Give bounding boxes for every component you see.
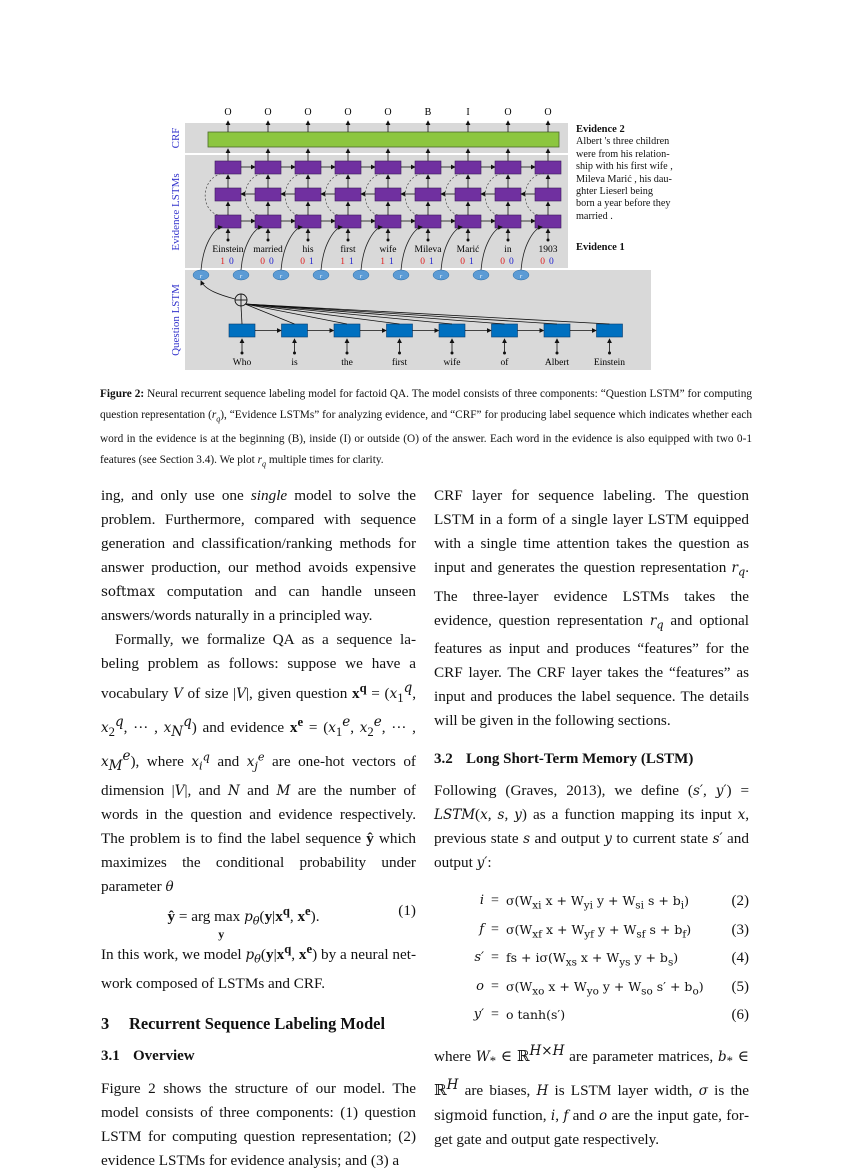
output-label: O: [304, 107, 312, 118]
evidence-lstm-cell: [255, 215, 281, 228]
section-heading: [101, 1012, 416, 1036]
evidence-2-block: [576, 124, 691, 223]
caption-label: Figure 2:: [100, 388, 145, 400]
feature-2: 1: [309, 257, 314, 267]
equals-sign: =: [491, 1007, 499, 1023]
feature-2: 1: [389, 257, 394, 267]
evidence-lstm-cell: [455, 215, 481, 228]
rq-symbol: $r_q$: [257, 454, 267, 469]
evidence-word: in: [504, 245, 512, 255]
evidence-lstm-cell: [415, 188, 441, 201]
evidence-lstm-cell: [535, 161, 561, 174]
equation-1: [101, 899, 416, 941]
evidence-lstm-cell: [335, 188, 361, 201]
feature-2: 1: [469, 257, 474, 267]
evidence-word: his: [302, 245, 314, 255]
output-label: O: [384, 107, 392, 118]
question-lstm-cell: [597, 324, 623, 337]
output-label: I: [466, 107, 470, 118]
evidence-2-line: were from his relation-: [576, 148, 670, 160]
feature-1: 1: [220, 257, 225, 267]
output-label: O: [344, 107, 352, 118]
rq-symbol: $r_q$: [211, 409, 221, 424]
feature-2: 0: [549, 257, 554, 267]
svg-text:r: r: [279, 274, 283, 280]
svg-text:r: r: [359, 274, 363, 280]
evidence-lstm-cell: [495, 215, 521, 228]
feature-2: 1: [349, 257, 354, 267]
evidence-lstm-cell: [335, 161, 361, 174]
evidence-lstm-cell: [535, 215, 561, 228]
svg-text:r: r: [519, 274, 523, 280]
evidence-2-line: Mileva Marić , his dau-: [576, 173, 672, 185]
caption-text: Neural recurrent sequence labeling model for factoid QA. The model consists of three components: “Question LSTM” for computing question representation $(r_q)$, “Evidence LSTMs” for analyzing evidence, and “CRF” for producing label sequence which indicates whether each word in the evidence is at the beginning (B), inside (I) or outside (O) of the answer. Each word in the evidence is also equipped with two 0-1 features (see Section 3.4). We plot $r_q$ multiple times for clarity.: [100, 388, 752, 469]
equation-1-number: (1): [398, 901, 416, 919]
subsection-number: 3.1: [101, 1047, 120, 1064]
equals-sign: =: [491, 950, 499, 966]
evidence-2-line: born a year before they: [576, 198, 671, 210]
paragraph: CRF layer for sequence labeling. The question LSTM in a form of a single layer LSTM equipped with a single time attention takes the question as input and generates the question representation $r_q$. The three-layer evidence LSTMs takes the evidence, question representation $r_q$ and optional features as input and produces “features” for the CRF layer. The CRF layer takes the “features” as input and produces the label sequence. The details will be given in the following sections.: [434, 487, 749, 730]
paragraph: where $W_*$ ∈ ℝ$^{H\times H}$ are parameter matrices, $b_*$ ∈ ℝ$^H$ are biases, H is LSTM layer width, σ is the sigmoid function, i, f and o are the input gate, forget gate and output gate respectively.: [434, 1043, 750, 1148]
evidence-2-line: ghter Lieserl being: [576, 186, 653, 198]
feature-2: 0: [509, 257, 514, 267]
paragraph: Figure 2 shows the structure of our model. The model consists of three components: (1) question LSTM for computing question representation; (2) evidence LSTMs for evidence analysis; and (3) a: [101, 1079, 416, 1169]
evidence-lstm-cell: [215, 161, 241, 174]
equation-number: (5): [731, 978, 749, 995]
output-label: O: [264, 107, 272, 118]
evidence-lstm-cell: [255, 161, 281, 174]
evidence-word: first: [340, 245, 356, 255]
equation-1-body: ŷ = arg max y $p_\theta(y|x^q$, $x^e$).: [167, 903, 320, 941]
equation-lhs: f: [479, 921, 484, 937]
evidence-lstm-cell: [335, 215, 361, 228]
subsection-heading: [434, 747, 749, 771]
question-word: the: [341, 358, 353, 368]
equation-lhs: o: [476, 978, 484, 994]
question-word: of: [500, 358, 509, 368]
question-word: Albert: [544, 358, 570, 368]
question-panel: [185, 270, 651, 370]
evidence-lstm-cell: [495, 188, 521, 201]
question-lstm-label: Question LSTM: [170, 284, 182, 356]
evidence-lstm-cell: [295, 215, 321, 228]
evidence-word: married: [253, 245, 283, 255]
question-word: wife: [443, 358, 461, 368]
feature-1: 0: [540, 257, 545, 267]
equation-number: (6): [731, 1007, 749, 1024]
equals-sign: =: [491, 893, 499, 909]
right-column: [434, 484, 749, 1152]
evidence-word: 1903: [538, 245, 558, 255]
evidence-lstm-cell: [295, 161, 321, 174]
figure-2: [160, 95, 700, 380]
question-lstm-cell: [282, 324, 308, 337]
evidence-2-title: Evidence 2: [576, 124, 625, 135]
svg-text:r: r: [319, 274, 323, 280]
feature-1: 0: [460, 257, 465, 267]
output-label: O: [224, 107, 232, 118]
equation-number: (3): [731, 921, 749, 938]
svg-text:r: r: [239, 274, 243, 280]
question-lstm-cell: [229, 324, 255, 337]
equation-number: (4): [731, 950, 749, 967]
question-word: Who: [232, 358, 252, 368]
crf-label: CRF: [170, 127, 182, 149]
feature-1: 1: [380, 257, 385, 267]
question-word: first: [391, 358, 408, 368]
equation-rhs: $\sigma(W_{xf}$ $x + W_{yf}$ $y + W_{sf}$ $s + b_f$): [506, 921, 692, 941]
lstm-equations: [434, 889, 749, 1027]
feature-1: 1: [340, 257, 345, 267]
left-column: [101, 484, 416, 1173]
feature-1: 0: [420, 257, 425, 267]
equation-lhs: i: [479, 893, 484, 909]
feature-2: 0: [269, 257, 274, 267]
question-word: Einstein: [593, 358, 626, 368]
evidence-2-line: Albert 's three children: [576, 136, 670, 148]
equation-rhs: $\sigma(W_{xi}$ $x + W_{yi}$ $y + W_{si}$ $s + b_i$): [506, 893, 690, 912]
evidence-lstm-cell: [215, 188, 241, 201]
evidence-1-title: Evidence 1: [576, 242, 625, 253]
evidence-lstm-cell: [415, 161, 441, 174]
paragraph: ing, and only use one single model to solve the problem. Furthermore, compared with sequence generation and classification/ranking methods for answer production, our method avoids expensive softmax computation and can handle unseen answers/words naturally in a principled way.: [101, 487, 416, 624]
evidence-lstm-cell: [295, 188, 321, 201]
section-number: 3: [101, 1013, 110, 1033]
evidence-lstm-cell: [455, 161, 481, 174]
equals-sign: =: [491, 978, 499, 994]
evidence-lstm-cell: [375, 161, 401, 174]
equation-rhs: fs + $i\sigma(W_{xs}$ $x + W_{ys}$ $y + b_s$): [506, 950, 679, 969]
evidence-lstm-cell: [255, 188, 281, 201]
subsection-title: Overview: [133, 1047, 195, 1064]
evidence-lstm-cell: [495, 161, 521, 174]
question-lstm-cell: [387, 324, 413, 337]
svg-text:r: r: [199, 274, 203, 280]
svg-text:r: r: [439, 274, 443, 280]
equation-number: (2): [731, 893, 749, 910]
equals-sign: =: [491, 921, 499, 937]
evidence-2-line: married .: [576, 210, 613, 222]
figure-caption: [100, 384, 752, 475]
crf-layer: [208, 132, 559, 147]
output-label: O: [504, 107, 512, 118]
evidence-word: Mileva: [414, 245, 442, 255]
paragraph: Formally, we formalize QA as a sequence labeling problem as follows: suppose we have a vocabulary V of size |V|, given question $x^q = (x_1^q$, $x_2^q$, ··· , $x_N^q$) and evidence $x^e = (x_1^e$, $x_2^e$, ··· , $x_M^e$), where $x_i^q$ and $x_j^e$ are one-hot vectors of dimension |V|, and N and M are the number of words in the question and evidence respectively. The problem is to find the label sequence ŷ which maximizes the conditional probability under parameter θ: [101, 631, 417, 895]
evidence-word: Marić: [456, 245, 480, 255]
svg-text:r: r: [479, 274, 483, 280]
equation-rhs: $\sigma(W_{xo}$ $x + W_{yo}$ $y + W_{so}$ $s' + b_o$): [506, 978, 704, 998]
output-label: B: [424, 107, 432, 118]
evidence-lstm-cell: [455, 188, 481, 201]
feature-2: 0: [229, 257, 234, 267]
evidence-word: Einstein: [212, 245, 244, 255]
question-word: is: [291, 358, 298, 368]
evidence-lstm-cell: [215, 215, 241, 228]
question-lstm-cell: [544, 324, 570, 337]
feature-1: 0: [300, 257, 305, 267]
paragraph: In this work, we model $p_\theta(y|x^q$, $x^e$) by a neural network composed of LSTMs and CRF.: [101, 941, 417, 992]
evidence-lstm-cell: [535, 188, 561, 201]
equation-rhs: o tanh(s′): [506, 1007, 566, 1023]
question-lstm-cell: [439, 324, 465, 337]
equation-lhs: s′: [474, 950, 484, 966]
evidence-lstms-label: Evidence LSTMs: [170, 173, 182, 251]
question-lstm-cell: [334, 324, 360, 337]
subsection-heading: [101, 1044, 416, 1068]
subsection-title: Long Short-Term Memory (LSTM): [466, 751, 694, 768]
output-label: O: [544, 107, 552, 118]
evidence-lstm-cell: [375, 215, 401, 228]
evidence-2-line: ship with his first wife ,: [576, 161, 673, 173]
feature-1: 0: [260, 257, 265, 267]
subsection-number: 3.2: [434, 751, 453, 768]
question-lstm-cell: [492, 324, 518, 337]
feature-1: 0: [500, 257, 505, 267]
paragraph: Following (Graves, 2013), we define (s′, y′) = LSTM(x, s, y) as a function mapping its input x, previous state s and output y to current state s′ and output y′:: [434, 782, 750, 872]
equation-lhs: y′: [473, 1007, 484, 1023]
evidence-lstm-cell: [415, 215, 441, 228]
section-title: Recurrent Sequence Labeling Model: [129, 1013, 386, 1033]
feature-2: 1: [429, 257, 434, 267]
evidence-lstm-cell: [375, 188, 401, 201]
evidence-word: wife: [379, 245, 397, 255]
svg-text:r: r: [399, 274, 403, 280]
